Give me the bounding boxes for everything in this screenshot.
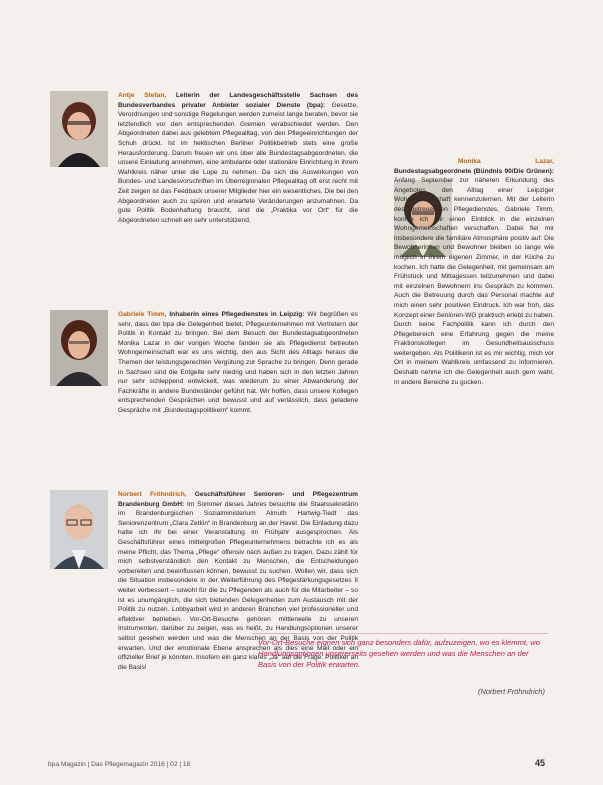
pull-quote: Vor-Ort-Besuche eignen sich ganz besonders dafür, aufzuzeigen, wo es klemmt, wo Handlungsoptionen unsererseits gesehen werden und was die Menschen an der Basis von der Politik erwarten. — [258, 638, 540, 669]
statement-paragraph — [394, 157, 554, 387]
portrait-image — [50, 490, 108, 569]
statement-text: Anfang September zur näheren Erkundung des Angebotes, den Alltag einer Leipziger Wohngemeinschaft kennenzulernen. Mit der Leiterin des betreuenden Pflegedienstes, Gabriele Timm, konnte ich mir einen Einblick in die einzelnen Wohngemeinschaften verschaffen. Dabei fiel mir insbesondere die familiäre Atmosphäre positiv auf: Die Bewohnerinnen und Bewohner bleiben so lange wie möglich in ihrem eigenen Zimmer, in der Küche zu kochen. Ich hatte die Gelegenheit, mit gemeinsam am Frühstück und Mittagessen teilzunehmen und dabei mit einzelnen Bewohnern ins Gespräch zu kommen. Auch die Betreuung durch das Personal machte auf mich einen sehr positiven Eindruck. Ich war froh, das Konzept einer Senioren-WG praktisch erlebt zu haben. Durch keine Fachpolitik kann ich durch den Pflegebereich eine Erfahrung gegen die meine Fraktionskollegen im Gesundheitsausschuss weitergeben. Als Politikerin ist es mir wichtig, mich vor Ort in meinem Wahlkreis umfassend zu informieren. Deshalb nehme ich die Gelegenheit auch gern wahr, in andere Bereiche zu gucken. — [394, 177, 554, 386]
speaker-name: Monika Lazar, — [458, 158, 554, 165]
statement-paragraph — [118, 91, 358, 225]
statement-text: Gesetze, Verordnungen und sonstige Regelungen werden zumeist lange beraten, bevor sie letztendlich vor den entsprechenden Gremien verabschiedet werden. Den Abgeordneten dabei aus gelebtem Pflegealltag, von den Pflegeeinrichtungen der Schuh drückt. Ist im hektischen Berliner Politikbetrieb stets eine große Herausforderung. Darum freuen wir uns über alle Bundestagsabgeordneten, die unsere Einladung annehmen, eine ambulante oder stationäre Einrichtung in ihrem Wahlkreis näher unter die Lupe zu nehmen. Da sich die Auswirkungen von Bundes- und Landesvorschriften im Überregionalen Pflegealltag oft erst recht mit Zeit zeigen ist das Feedback unserer Mitglieder hier ein wesentliches. Die bei den Abgeordneten auch zu spüren und erwartete Veränderungen anzumahnen. Da gute Politik Bodenhaftung braucht, sind die „Praktika vor Ort“ für die Abgeordneten schnell ein sehr unterstützend. — [118, 101, 358, 224]
page-number: 45 — [534, 758, 545, 768]
speaker-role: Inhaberin eines Pflegedienstes in Leipzig: — [166, 311, 305, 318]
quote-author-name: Norbert Fröhndrich — [480, 687, 543, 696]
statement-text: Wir begrüßen es sehr, dass der bpa die Gelegenheit bietet, Pflegeunternehmen mit Vertretern der Politik in Kontakt zu bringen. Bei dem Besuch der Bundestagsabgeordneten Monika Lazar in der vorigen Woche fanden sie als Pflegedienst betreuten Wohngemeinschaft war es uns wichtig, den aus Sicht des Alltags heraus die Themen der leistungsgerechten Vergütung zur Sprache zu bringen. Denn gerade in Sachsen sind die Entgelte sehr niedrig und haben sich in den letzten Jahren nur sehr schleppend entwickelt, was wiederum zu einer Abwanderung der Fachkräfte in andere Bundesländer geführt hat. Wir hoffen, dass unsere Kollegen entsprechenden Gesprächen und bewusst und auf verlässlich, dass geladene Gespräche mit „Bundestagspolitikern“ kommt. — [118, 311, 358, 414]
portrait-image — [50, 310, 108, 386]
statement-paragraph — [118, 310, 358, 416]
statement-antje-stefan — [118, 91, 358, 225]
speaker-role: Geschäftsführer Senioren- und Pflegezentrum Brandenburg GmbH: — [118, 491, 359, 508]
statement-gabriele-timm — [118, 310, 358, 416]
statement-monika-lazar — [394, 157, 554, 387]
speaker-role: Leiterin der Landesgeschäftsstelle Sachsen des Bundesverbandes privater Anbieter sozialer Dienste (bpa): — [118, 92, 358, 109]
statement-text: Im Sommer dieses Jahres besuchte die Staatssekretärin im Brandenburgischen Sozialministerium Almuth Hartwig-Tiedt das Seniorenzentrum „Clara Zetkin“ in Brandenburg an der Havel. Die Einladung dazu hatte ich ihr bei einer Veranstaltung im Frühjahr ausgesprochen. Als Geschäftsführer eines mittelgroßen Pflegeunternehmens betrachte ich es als meine Pflicht, das Thema „Pflege“ offensiv nach außen zu tragen. Dazu zählt für mich selbstverständlich den Kontakt zu Menschen, die Entscheidungen vorbereiten und beeinflussen können, bewusst zu suchen. Wollen wir, dass sich die Situation insbesondere in der Weiterführung des Pflegestärkungsgesetzes II weiter verbessert – sowohl für die zu Pflegenden als auch für die Mitarbeiter – so ist es unumgänglich, die sich bietenden Gelegenheiten zum Austausch mit der Politik zu nutzen. Lobbyarbeit wird in anderen Branchen viel professioneller und effektiver betrieben. Vor-Ort-Besuche gehören mittlerweile zu unseren Instrumenten, darüber zu zeigen, was es heißt, zu Handlungsoptionen unserer selbst gesehen werden und was die Menschen an der Basis von der Politik erwarten. Und der emotionale Ebene ansprechen als dies eine Mail oder ein offizieller Brief je könnten. Insofern ein ganz klares „Ja“ auf die Frage: Politiker an die Basis! — [118, 500, 358, 671]
portrait-image — [50, 91, 108, 167]
pull-quote-author: (Norbert Fröhndrich) — [478, 687, 545, 696]
speaker-name: Antje Stefan, — [118, 92, 167, 99]
portrait-gabriele-timm — [50, 310, 108, 386]
speaker-name: Norbert Fröhndrich, — [118, 491, 187, 498]
footer-publication: bpa.Magazin | Das Pflegemagazin 2016 | 02 | 18 — [48, 761, 191, 768]
speaker-role: Bundestagsabgeordnete (Bündnis 90/Die Grünen): — [394, 167, 554, 175]
quote-divider — [252, 633, 548, 634]
portrait-norbert-froehndrich — [50, 490, 108, 569]
portrait-antje-stefan — [50, 91, 108, 167]
speaker-name: Gabriele Timm, — [118, 311, 167, 318]
